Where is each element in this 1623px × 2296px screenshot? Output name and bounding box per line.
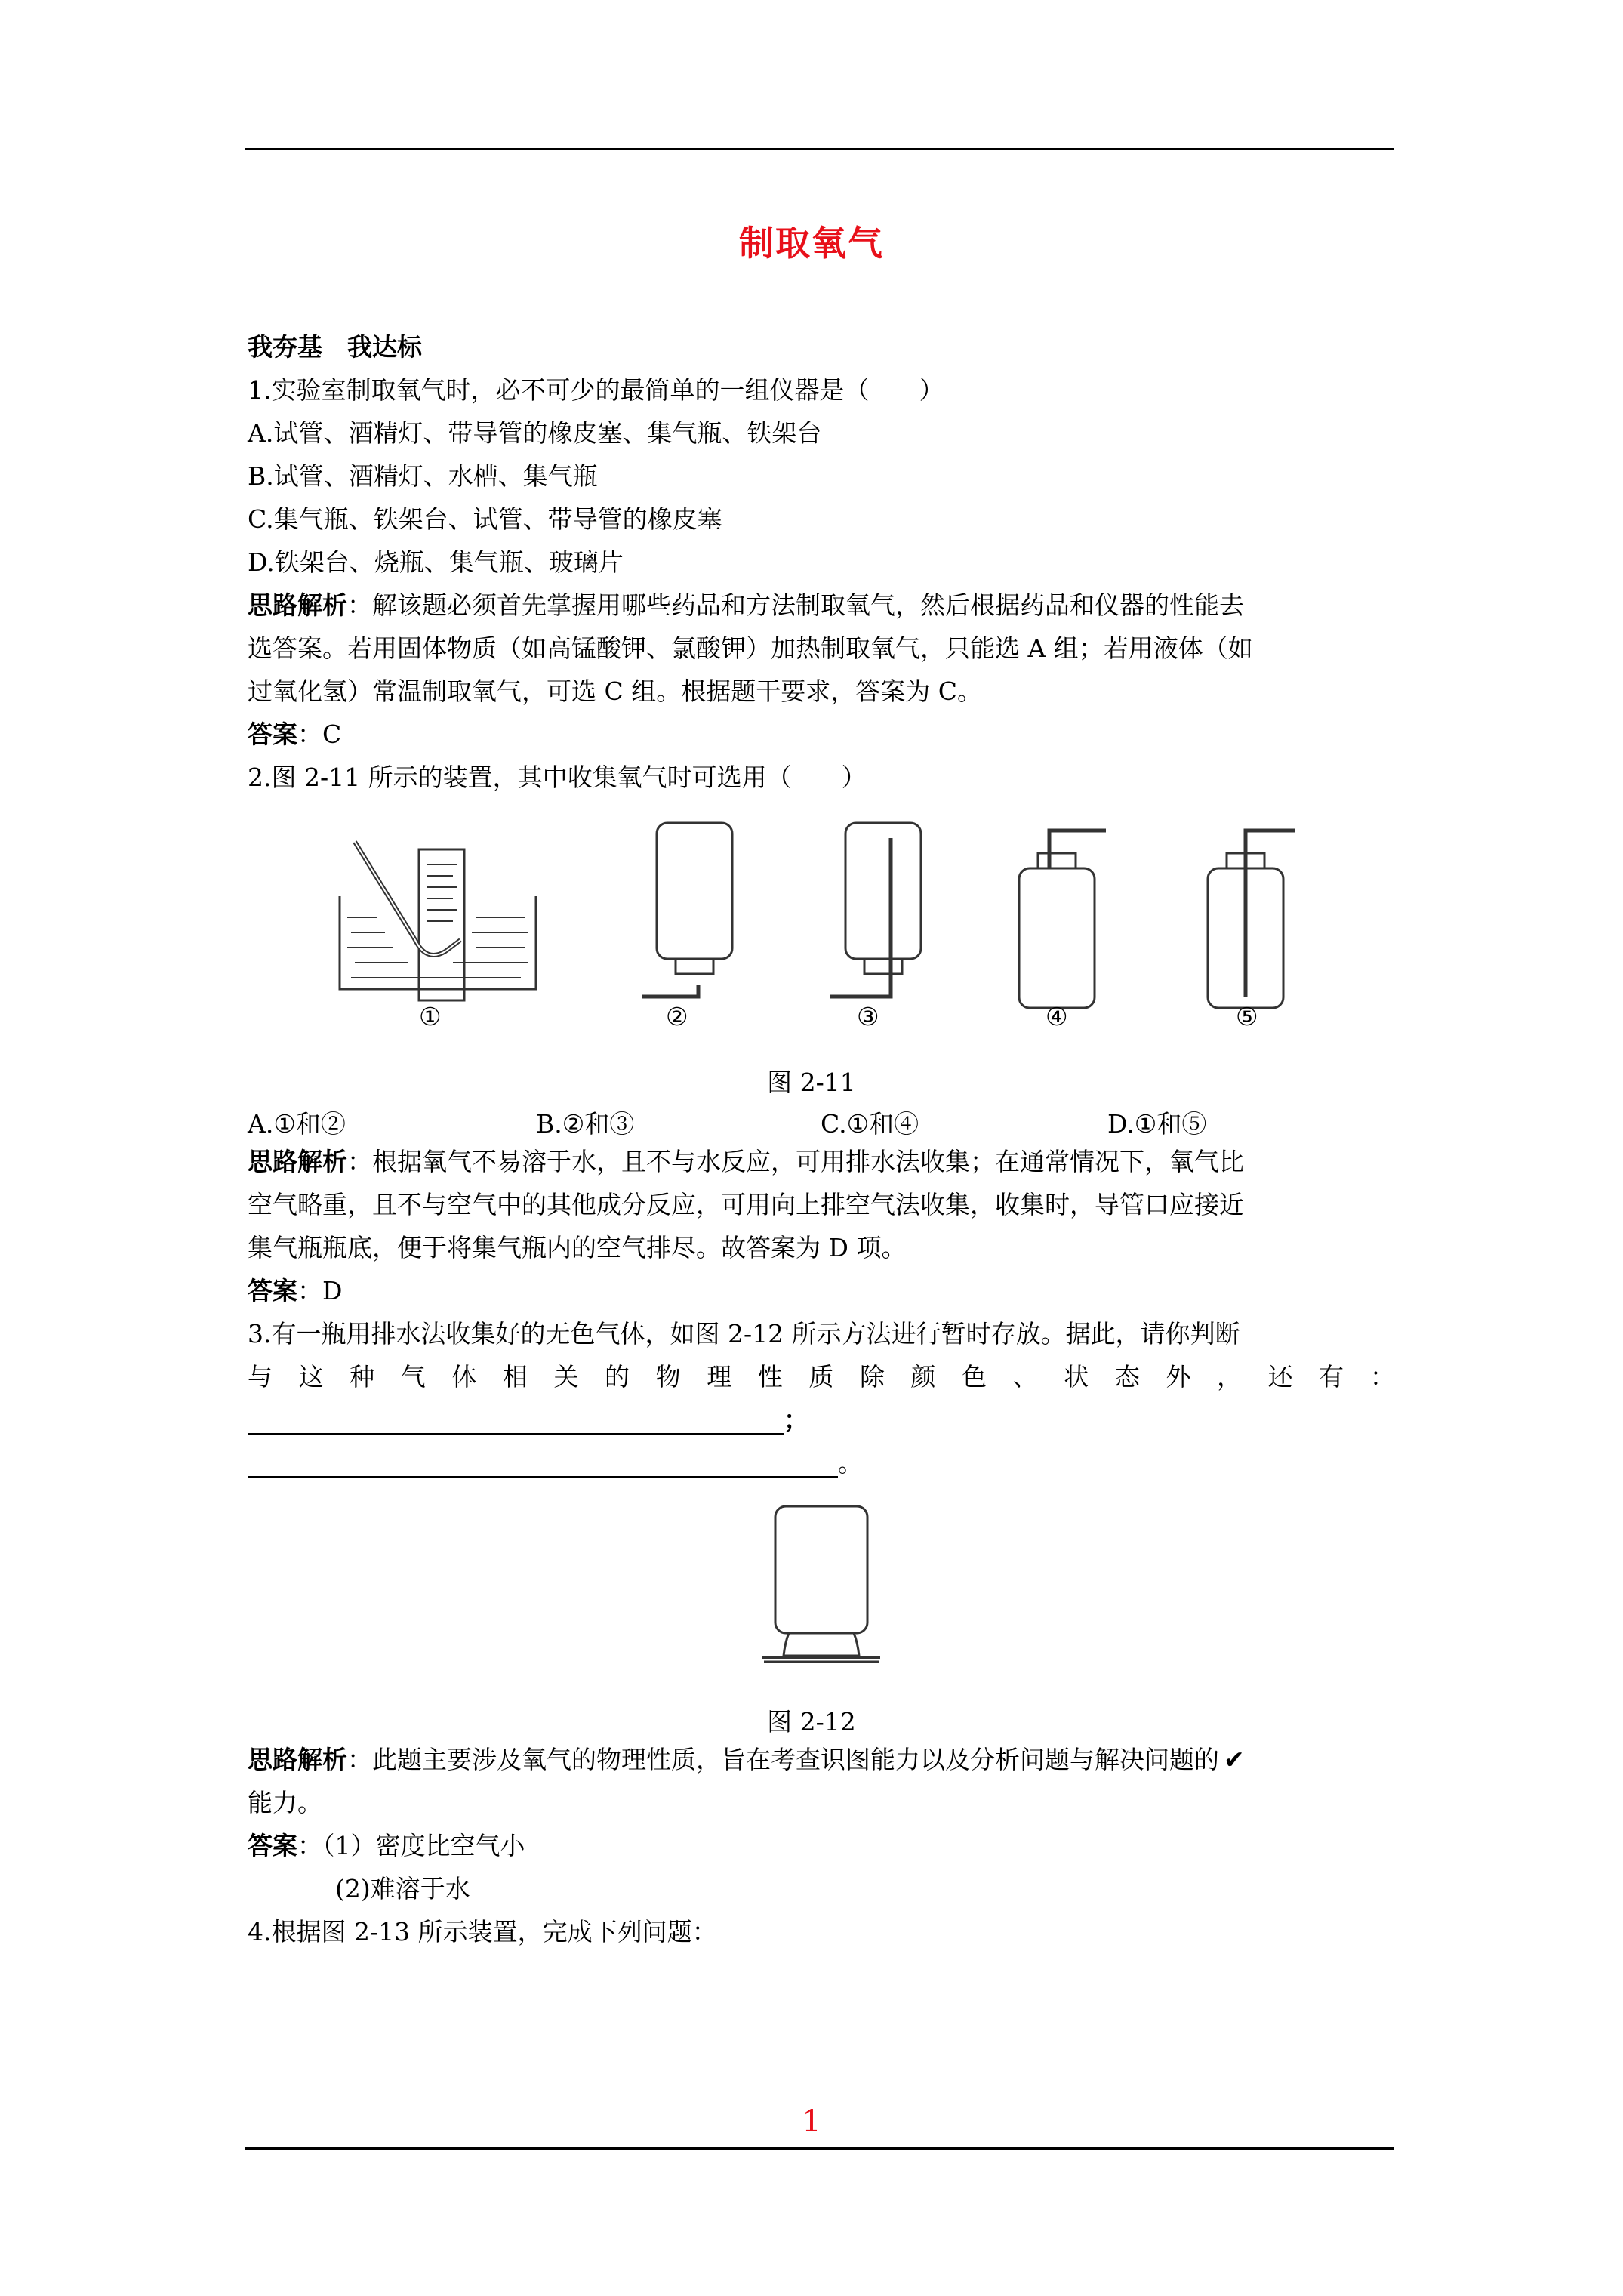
analysis-text: ：根据氧气不易溶于水，且不与水反应，可用排水法收集；在通常情况下，氧气比 [347,1147,1244,1176]
q2-answer [248,1276,1395,1306]
q3-stem-char: 种 [350,1362,375,1391]
q2-option-d: D.①和⑤ [1107,1109,1207,1139]
q3-stem-char: 气 [400,1362,426,1391]
figure-label-2: ② [666,1002,688,1031]
figure-label-4: ④ [1046,1002,1068,1031]
header-rule [245,148,1394,150]
figure-2-12-caption: 图 2-12 [767,1707,856,1737]
q3-stem-char: 颜 [910,1362,936,1391]
q3-stem-line-2 [248,1362,1395,1392]
q3-stem-char: 与 [248,1362,273,1391]
footer-rule [245,2147,1394,2150]
q2-analysis-line-3: 集气瓶瓶底，便于将集气瓶内的空气排尽。故答案为 D 项。 [248,1233,907,1262]
figure-2-12 [762,1502,883,1676]
q1-option-b: B.试管、酒精灯、水槽、集气瓶 [248,461,598,491]
answer-blank-1[interactable] [248,1410,784,1435]
q3-stem-char: 除 [859,1362,885,1391]
q3-stem-line-1: 3.有一瓶用排水法收集好的无色气体，如图 2-12 所示方法进行暂时存放。据此，请你判断 [248,1319,1240,1348]
q1-analysis-line-1 [248,590,1395,621]
answer-label: 答案 [248,1831,297,1860]
q3-answer-line-2: (2)难溶于水 [335,1874,470,1903]
q1-option-c: C.集气瓶、铁架台、试管、带导管的橡皮塞 [248,504,722,534]
analysis-text: ：此题主要涉及氧气的物理性质，旨在考查识图能力以及分析问题与解决问题的 [347,1745,1219,1774]
figure-2-11 [332,812,1313,1046]
q3-stem-char: 质 [808,1362,834,1391]
q3-stem-char: 性 [757,1362,783,1391]
answer-text: ：C [297,720,342,749]
apparatus-2-drawing [642,823,732,997]
q3-answer-line-1 [248,1831,1395,1861]
analysis-label: 思路解析 [248,1147,347,1176]
apparatus-4-drawing [1019,831,1106,1008]
q3-stem-char: 理 [707,1362,732,1391]
blank-2-end: 。 [838,1448,863,1478]
q3-stem-char: ： [1369,1362,1395,1391]
q3-analysis-line-1 [248,1745,1395,1775]
analysis-label: 思路解析 [248,590,347,620]
q3-stem-char: 关 [553,1362,579,1391]
analysis-text: ：解该题必须首先掌握用哪些药品和方法制取氧气，然后根据药品和仪器的性能去 [347,590,1244,620]
blank-1-end: ； [784,1405,808,1435]
answer-label: 答案 [248,720,297,749]
section-heading: 我夯基 我达标 [248,332,422,362]
q3-stem-char: 体 [451,1362,477,1391]
q3-stem-char: 相 [502,1362,528,1391]
q1-option-d: D.铁架台、烧瓶、集气瓶、玻璃片 [248,547,624,577]
answer-blank-2[interactable] [248,1453,838,1478]
q3-blank-2 [248,1448,1395,1478]
page-number: 1 [802,2104,821,2139]
figure-label-3: ③ [857,1002,879,1031]
check-icon: ✔ [1224,1745,1245,1774]
q3-stem-char: 的 [605,1362,630,1391]
q2-option-c: C.①和④ [821,1109,919,1139]
answer-text: ：D [297,1276,343,1305]
q1-option-a: A.试管、酒精灯、带导管的橡皮塞、集气瓶、铁架台 [248,418,822,448]
q2-option-a: A.①和② [248,1109,346,1139]
q2-analysis-line-2: 空气略重，且不与空气中的其他成分反应，可用向上排空气法收集，收集时，导管口应接近 [248,1190,1244,1219]
q3-stem-char: ， [1216,1362,1242,1391]
q4-stem: 4.根据图 2-13 所示装置，完成下列问题： [248,1917,717,1946]
q2-option-b: B.②和③ [536,1109,635,1139]
figure-label-1: ① [419,1002,442,1031]
q1-analysis-line-2: 选答案。若用固体物质（如高锰酸钾、氯酸钾）加热制取氧气，只能选 A 组；若用液体（如 [248,633,1253,663]
q3-stem-char: 色 [962,1362,987,1391]
q3-stem-char: 物 [655,1362,681,1391]
figure-label-5: ⑤ [1236,1002,1258,1031]
q1-stem: 1.实验室制取氧气时，必不可少的最简单的一组仪器是（ ） [248,375,944,405]
q2-stem: 2.图 2-11 所示的装置，其中收集氧气时可选用（ ） [248,763,867,792]
q3-stem-char: 这 [298,1362,324,1391]
answer-text: ：（1）密度比空气小 [297,1831,525,1860]
page-title: 制取氧气 [739,223,884,264]
figure-2-11-caption: 图 2-11 [767,1068,856,1097]
apparatus-3-drawing [830,823,921,997]
q3-stem-char: 有 [1319,1362,1344,1391]
q3-blank-1 [248,1405,1395,1435]
q3-stem-char: 还 [1267,1362,1293,1391]
apparatus-1-drawing [340,842,536,1000]
q3-analysis-line-2: 能力。 [248,1788,322,1817]
q1-answer [248,720,1395,750]
analysis-label: 思路解析 [248,1745,347,1774]
q3-stem-char: 、 [1012,1362,1038,1391]
q3-stem-char: 状 [1064,1362,1089,1391]
apparatus-5-drawing [1208,831,1295,1008]
q1-analysis-line-3: 过氧化氢）常温制取氧气，可选 C 组。根据题干要求，答案为 C。 [248,676,982,706]
q2-analysis-line-1 [248,1147,1395,1177]
answer-label: 答案 [248,1276,297,1305]
q3-stem-char: 态 [1114,1362,1140,1391]
q3-stem-char: 外 [1166,1362,1191,1391]
